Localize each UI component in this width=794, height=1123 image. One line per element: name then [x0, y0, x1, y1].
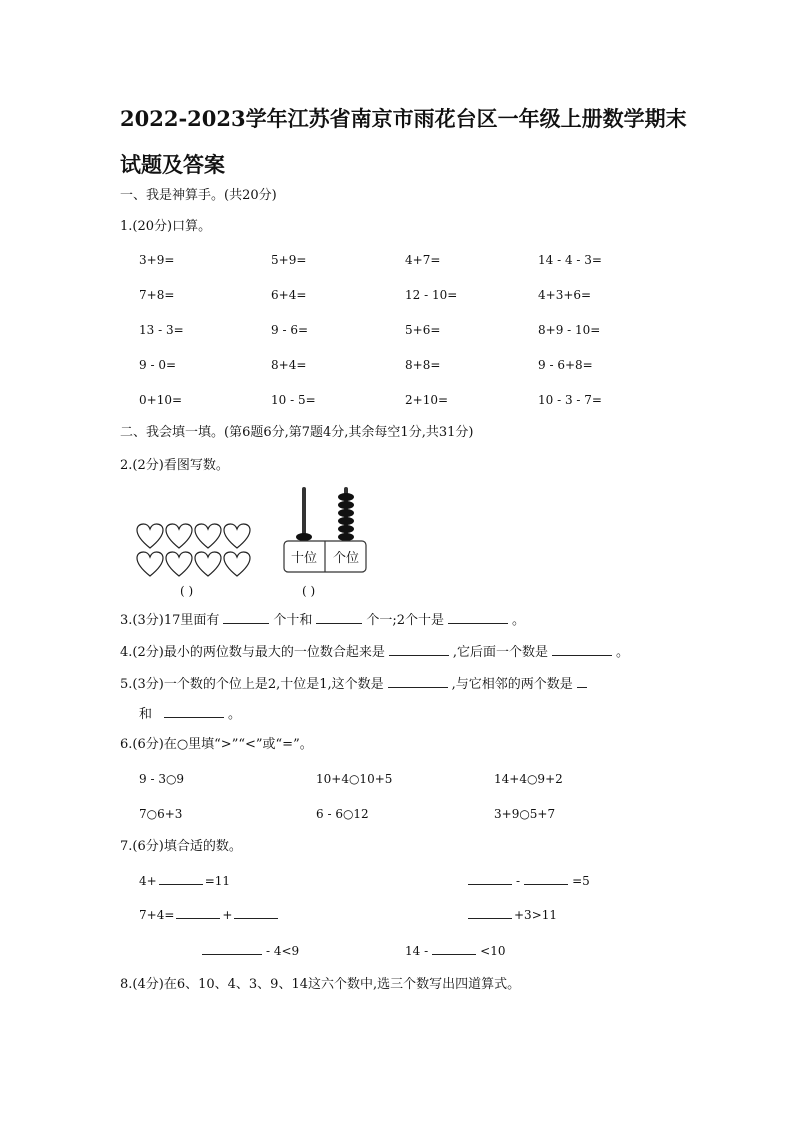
ones-bead: [338, 509, 354, 517]
q1-item: 4+3+6=: [538, 288, 592, 302]
q1-item: 9 - 6=: [271, 323, 309, 337]
section1-heading: 一、我是神算手。(共20分): [120, 188, 277, 203]
q7-e-text-1: - 4<9: [266, 944, 300, 958]
q7-b-blank-1[interactable]: [468, 872, 512, 885]
abacus-illustration: [282, 484, 368, 576]
q4-blank-2[interactable]: [552, 643, 612, 656]
q1-item: 5+9=: [271, 253, 307, 267]
q7-item-b: [468, 872, 590, 890]
q6-item: 14+4○9+2: [494, 772, 563, 786]
section2-heading: 二、我会填一填。(第6题6分,第7题4分,其余每空1分,共31分): [120, 425, 474, 440]
question-8: 8.(4分)在6、10、4、3、9、14这六个数中,选三个数写出四道算式。: [120, 977, 521, 992]
q1-item: 10 - 3 - 7=: [538, 393, 602, 407]
q3-blank-3[interactable]: [448, 611, 508, 624]
q3-blank-1[interactable]: [223, 611, 269, 624]
hearts-illustration: [136, 522, 252, 578]
question-3: [120, 611, 525, 631]
q1-item: 2+10=: [405, 393, 449, 407]
ones-bead: [338, 533, 354, 541]
q6-item: 3+9○5+7: [494, 807, 556, 821]
ones-bead: [338, 517, 354, 525]
q6-item: 6 - 6○12: [316, 807, 369, 821]
q7-f-text-2: <10: [480, 944, 506, 958]
q4-blank-1[interactable]: [389, 643, 449, 656]
q7-item-f: [405, 942, 505, 960]
abacus-ones-label: 个位: [332, 551, 360, 566]
q5-blank-1[interactable]: [388, 675, 448, 688]
q6-item: 7○6+3: [139, 807, 183, 821]
q1-item: 8+8=: [405, 358, 441, 372]
q1-item: 8+4=: [271, 358, 307, 372]
question-5: [120, 675, 591, 695]
question-2: 2.(2分)看图写数。: [120, 458, 229, 473]
q7-f-text-1: 14 -: [405, 944, 429, 958]
abacus-tens-label: 十位: [290, 551, 318, 566]
q7-b-blank-2[interactable]: [524, 872, 568, 885]
q3-blank-2[interactable]: [316, 611, 362, 624]
q4-text-b: ,它后面一个数是: [452, 645, 548, 660]
question-4: [120, 643, 629, 663]
title-line-1: 2022-2023学年江苏省南京市雨花台区一年级上册数学期末: [120, 106, 687, 131]
question-5-cont: [139, 705, 241, 725]
question-7: 7.(6分)填合适的数。: [120, 839, 242, 854]
q1-item: 13 - 3=: [139, 323, 184, 337]
q5-text-a: 5.(3分)一个数的个位上是2,十位是1,这个数是: [120, 677, 384, 692]
q6-item: 10+4○10+5: [316, 772, 393, 786]
q5-text-d: 。: [228, 707, 242, 722]
question-6: 6.(6分)在○里填“>”“<”或“=”。: [120, 737, 313, 752]
q3-text-b: 个十和: [273, 613, 313, 628]
q1-item: 9 - 6+8=: [538, 358, 593, 372]
q7-item-d: [468, 906, 557, 924]
q6-item: 9 - 3○9: [139, 772, 185, 786]
q1-item: 10 - 5=: [271, 393, 316, 407]
title-line-2: 试题及答案: [120, 152, 225, 177]
q1-item: 0+10=: [139, 393, 183, 407]
q3-text-c: 个一;2个十是: [366, 613, 445, 628]
q7-a-blank[interactable]: [159, 872, 203, 885]
question-1: 1.(20分)口算。: [120, 219, 212, 234]
q7-c-text-1: 7+4=: [139, 908, 175, 922]
q1-item: 5+6=: [405, 323, 441, 337]
q1-item: 4+7=: [405, 253, 441, 267]
q5-text-c: 和: [139, 707, 153, 722]
q7-e-blank[interactable]: [202, 942, 262, 955]
ones-bead: [338, 493, 354, 501]
q1-item: 6+4=: [271, 288, 307, 302]
q3-text-a: 3.(3分)17里面有: [120, 613, 220, 628]
tens-rod: [302, 487, 306, 539]
q7-item-a: [139, 872, 230, 890]
q7-d-text-1: +3>11: [514, 908, 558, 922]
q7-f-blank[interactable]: [432, 942, 476, 955]
q5-blank-3[interactable]: [164, 705, 224, 718]
tens-bead: [296, 533, 312, 541]
answer-paren-hearts: ( ): [180, 584, 194, 598]
q7-item-e: [202, 942, 299, 960]
answer-paren-abacus: ( ): [302, 584, 316, 598]
q1-item: 3+9=: [139, 253, 175, 267]
q7-a-text-1: 4+: [139, 874, 157, 888]
q7-c-blank-1[interactable]: [176, 906, 220, 919]
q5-blank-2[interactable]: [577, 675, 587, 688]
q7-b-text-2: =5: [572, 874, 590, 888]
ones-bead: [338, 501, 354, 509]
q1-item: 14 - 4 - 3=: [538, 253, 602, 267]
q7-a-text-2: =11: [204, 874, 231, 888]
q1-item: 8+9 - 10=: [538, 323, 601, 337]
q1-item: 9 - 0=: [139, 358, 177, 372]
q1-item: 12 - 10=: [405, 288, 458, 302]
q5-text-b: ,与它相邻的两个数是: [451, 677, 573, 692]
document-title: [120, 96, 690, 188]
q7-c-blank-2[interactable]: [234, 906, 278, 919]
q7-c-text-2: +: [222, 908, 233, 922]
q3-text-d: 。: [512, 613, 526, 628]
q7-d-blank[interactable]: [468, 906, 512, 919]
q1-item: 7+8=: [139, 288, 175, 302]
q4-text-c: 。: [615, 645, 629, 660]
q7-item-c: [139, 906, 280, 924]
ones-bead: [338, 525, 354, 533]
q4-text-a: 4.(2分)最小的两位数与最大的一位数合起来是: [120, 645, 385, 660]
q7-b-text-1: -: [516, 874, 521, 888]
